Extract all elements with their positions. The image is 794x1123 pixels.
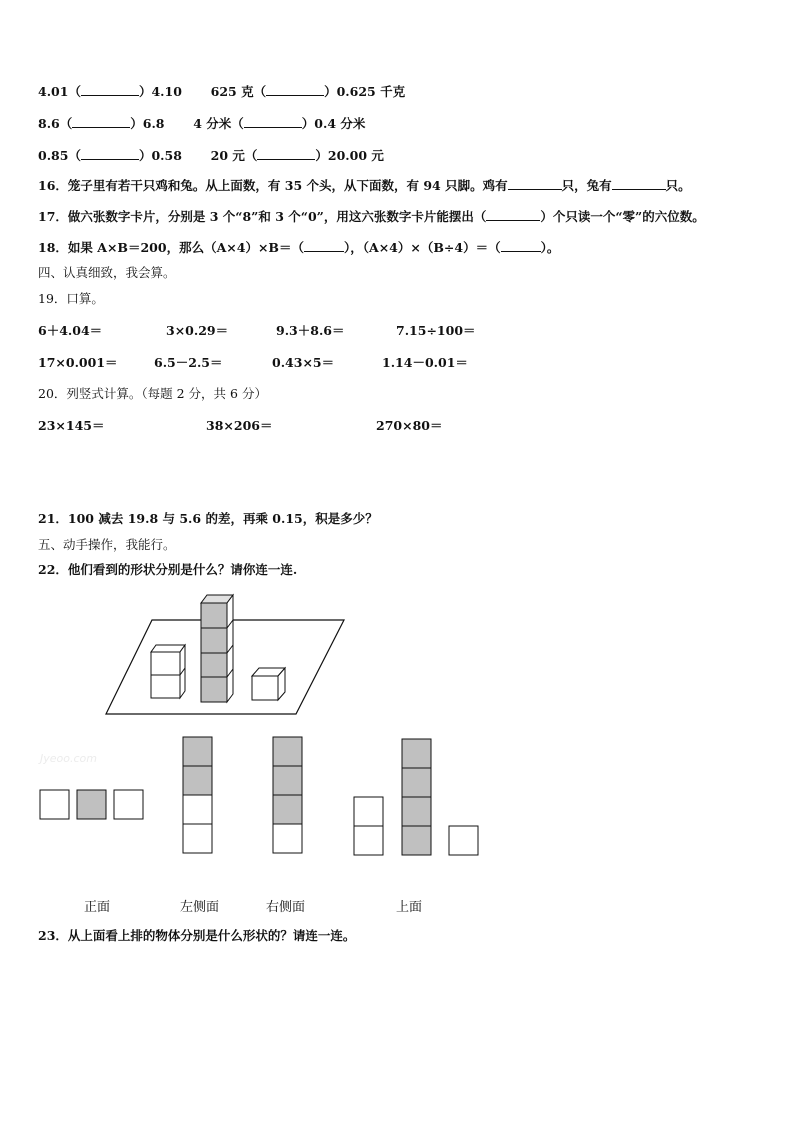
answer-blank[interactable] xyxy=(508,178,562,190)
compare-text: ）0.58 xyxy=(138,148,182,163)
answer-blank[interactable] xyxy=(266,84,324,96)
question-text: 16．笼子里有若干只鸡和兔。从上面数，有 35 个头，从下面数，有 94 只脚。鸡有 xyxy=(38,178,508,193)
question-text: 只。 xyxy=(665,178,691,193)
compare-text: 4.01（ xyxy=(38,84,81,99)
question-21: 21．100 减去 19.8 与 5.6 的差，再乘 0.15，积是多少？ xyxy=(38,511,378,526)
answer-blank[interactable] xyxy=(257,148,315,160)
label-right-view[interactable]: 右侧面 xyxy=(266,900,306,915)
compare-text: ）20.00 元 xyxy=(315,148,384,163)
question-text: ）个只读一个“零”的六位数。 xyxy=(540,209,705,224)
section-5-heading: 五、动手操作，我能行。 xyxy=(38,537,176,552)
compare-text: 0.85（ xyxy=(38,148,81,163)
oral-item: 1.14－0.01＝ xyxy=(382,355,468,370)
question-23: 23．从上面看上排的物体分别是什么形状的？请连一连。 xyxy=(38,928,356,943)
oral-item: 7.15÷100＝ xyxy=(396,323,476,338)
question-text: 只，兔有 xyxy=(561,178,612,193)
answer-blank[interactable] xyxy=(486,209,540,221)
question-text: ）。 xyxy=(540,240,560,255)
cube-scene-figure xyxy=(100,590,360,720)
oral-item: 6.5－2.5＝ xyxy=(154,355,223,370)
label-left-view[interactable]: 左侧面 xyxy=(180,900,220,915)
section-4-heading: 四、认真细致，我会算。 xyxy=(38,265,176,280)
answer-blank[interactable] xyxy=(501,240,541,252)
oral-item: 6＋4.04＝ xyxy=(38,323,103,338)
question-text: 17．做六张数字卡片，分别是 3 个“8”和 3 个“0”，用这六张数字卡片能摆出（ xyxy=(38,209,487,224)
compare-text: 625 克（ xyxy=(210,84,267,99)
compare-text: 20 元（ xyxy=(210,148,258,163)
question-22: 22．他们看到的形状分别是什么？请你连一连. xyxy=(38,562,298,577)
vertical-item: 270×80＝ xyxy=(376,418,443,433)
compare-text: ）4.10 xyxy=(138,84,182,99)
view-option-row[interactable] xyxy=(39,789,149,823)
vertical-item: 38×206＝ xyxy=(206,418,273,433)
compare-row-1 xyxy=(38,84,405,100)
compare-text: 4 分米（ xyxy=(193,116,244,131)
watermark: Jyeoo.com xyxy=(40,752,97,765)
view-option-column-a[interactable] xyxy=(182,736,214,856)
answer-blank[interactable] xyxy=(244,116,302,128)
oral-item: 3×0.29＝ xyxy=(166,323,229,338)
question-19: 19．口算。 xyxy=(38,291,104,306)
answer-blank[interactable] xyxy=(304,240,344,252)
oral-item: 9.3＋8.6＝ xyxy=(276,323,345,338)
answer-blank[interactable] xyxy=(612,178,666,190)
oral-item: 0.43×5＝ xyxy=(272,355,335,370)
question-20: 20．列竖式计算。（每题 2 分，共 6 分） xyxy=(38,386,267,401)
vertical-item: 23×145＝ xyxy=(38,418,105,433)
compare-text: ）6.8 xyxy=(130,116,165,131)
label-front-view[interactable]: 正面 xyxy=(84,900,111,915)
answer-blank[interactable] xyxy=(81,148,139,160)
compare-text: ）0.625 千克 xyxy=(324,84,406,99)
question-18 xyxy=(38,240,559,256)
view-option-group[interactable] xyxy=(353,737,483,859)
answer-blank[interactable] xyxy=(81,84,139,96)
compare-text: ）0.4 分米 xyxy=(301,116,366,131)
question-text: 18．如果 A×B＝200，那么（A×4）×B＝（ xyxy=(38,240,304,255)
question-17 xyxy=(38,209,705,225)
question-16 xyxy=(38,178,691,194)
question-text: ），（A×4）×（B÷4）＝（ xyxy=(344,240,501,255)
answer-blank[interactable] xyxy=(72,116,130,128)
compare-text: 8.6（ xyxy=(38,116,73,131)
compare-row-2 xyxy=(38,116,365,132)
oral-item: 17×0.001＝ xyxy=(38,355,118,370)
compare-row-3 xyxy=(38,148,384,164)
label-top-view[interactable]: 上面 xyxy=(396,900,423,915)
view-option-column-b[interactable] xyxy=(272,736,304,856)
